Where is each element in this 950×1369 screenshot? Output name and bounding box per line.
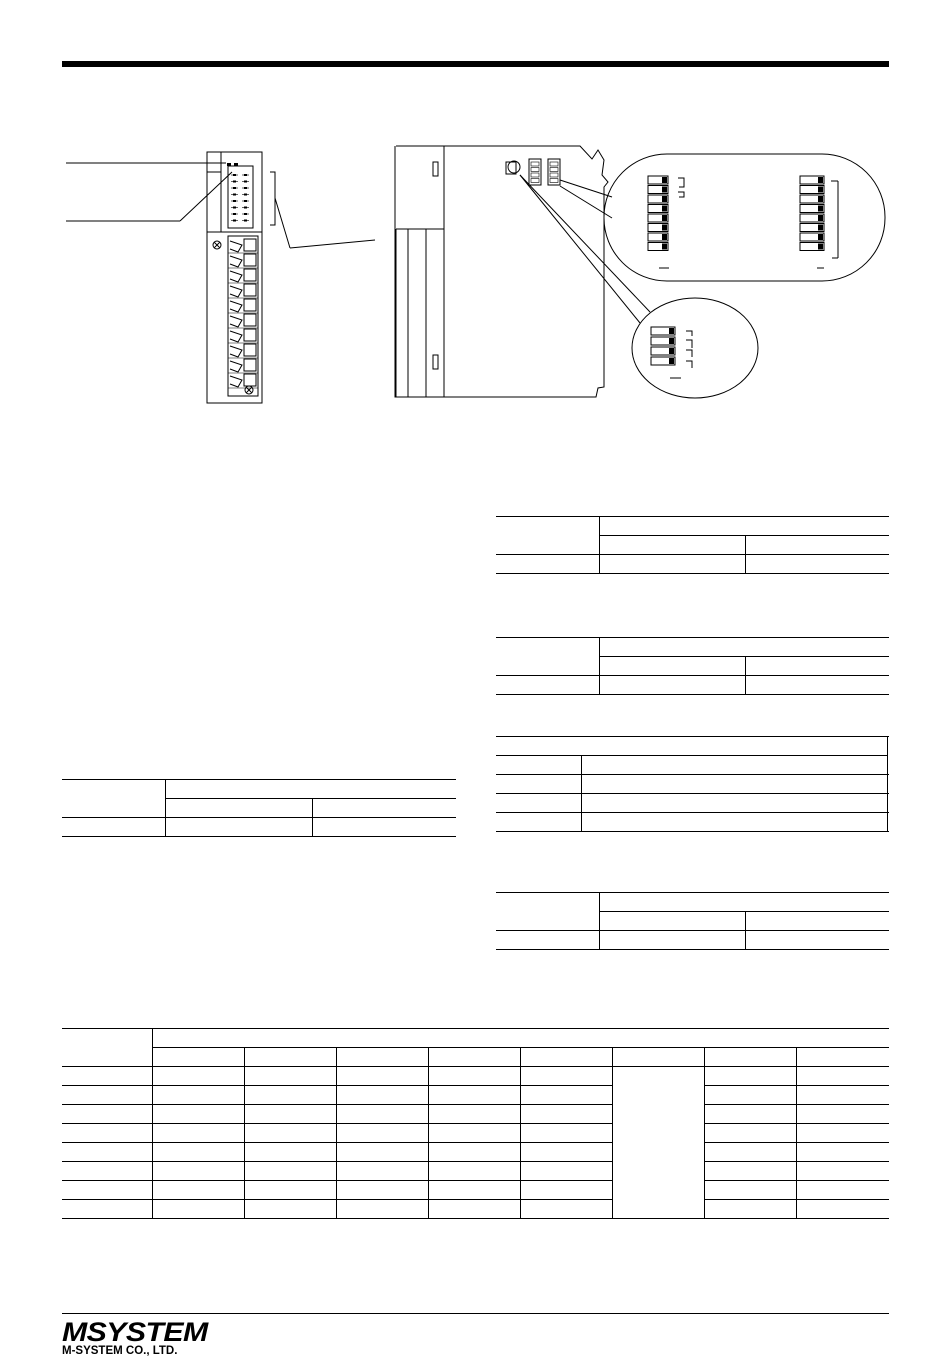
table-left-1: [62, 779, 456, 837]
side-view-diagram: [390, 140, 890, 402]
logo-wordmark: MSYSTEM: [62, 1317, 208, 1347]
table-right-3: [496, 736, 889, 832]
company-name: M-SYSTEM CO., LTD.: [62, 1345, 178, 1357]
table-wide: [62, 1028, 889, 1219]
front-view-diagram: [60, 150, 390, 410]
table-right-4: [496, 892, 889, 950]
company-logo: [62, 1317, 208, 1358]
bottom-rule: [62, 1313, 889, 1314]
top-rule: [62, 61, 889, 67]
table-right-2: [496, 637, 889, 695]
table-right-1: [496, 516, 889, 574]
